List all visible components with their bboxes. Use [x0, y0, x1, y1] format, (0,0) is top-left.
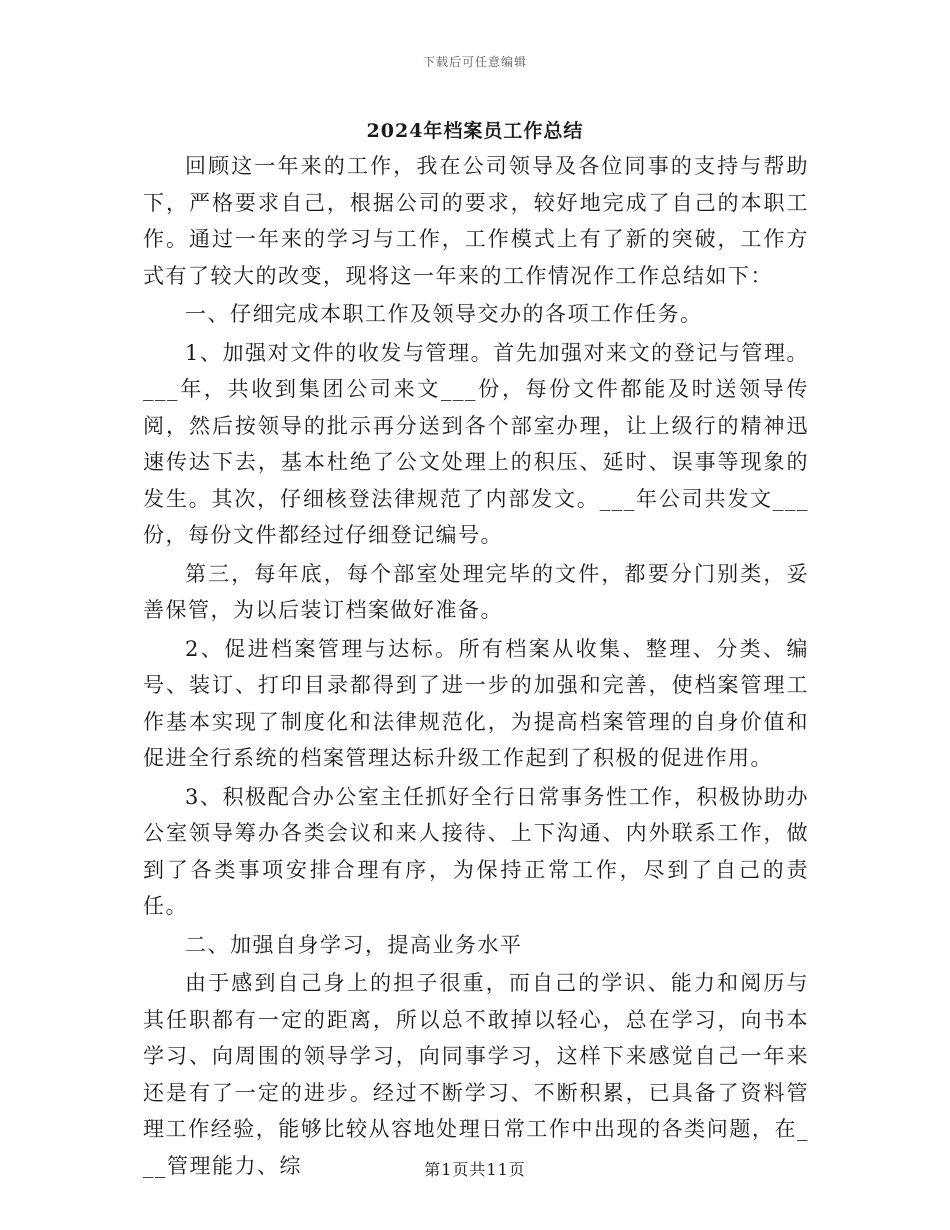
page-header: 下载后可任意编辑: [422, 55, 527, 69]
paragraph: 3、积极配合办公室主任抓好全行日常事务性工作，积极协助办公室领导筹办各类会议和来人接待、上下沟通、内外联系工作，做到了各类事项安排合理有序，为保持正常工作，尽到了自己的责任。: [143, 784, 809, 918]
paragraph: 一、仔细完成本职工作及领导交办的各项工作任务。: [185, 302, 703, 326]
document-body: [143, 148, 809, 1184]
paragraph: 回顾这一年来的工作，我在公司领导及各位同事的支持与帮助下，严格要求自己，根据公司的要求，较好地完成了自己的本职工作。通过一年来的学习与工作，工作模式上有了新的突破，工作方式有了较大的改变，现将这一年来的工作情况作工作总结如下：: [143, 154, 809, 288]
paragraph: 1、加强对文件的收发与管理。首先加强对来文的登记与管理。___年，共收到集团公司来文___份，每份文件都能及时送领导传阅，然后按领导的批示再分送到各个部室办理，让上级行的精神迅速传达下去，基本杜绝了公文处理上的积压、延时、误事等现象的发生。其次，仔细核登法律规范了内部发文。___年公司共发文___份，每份文件都经过仔细登记编号。: [143, 340, 809, 547]
page-footer: 第1页共11页: [424, 1160, 526, 1179]
paragraph: 2、促进档案管理与达标。所有档案从收集、整理、分类、编号、装订、打印目录都得到了进一步的加强和完善，使档案管理工作基本实现了制度化和法律规范化，为提高档案管理的自身价值和促进全行系统的档案管理达标升级工作起到了积极的促进作用。: [143, 636, 809, 770]
document-title: 2024年档案员工作总结: [366, 120, 584, 142]
paragraph: 二、加强自身学习，提高业务水平: [185, 932, 523, 957]
paragraph: 由于感到自己身上的担子很重，而自己的学识、能力和阅历与其任职都有一定的距离，所以总不敢掉以轻心，总在学习，向书本学习、向周围的领导学习，向同事学习，这样下来感觉自己一年来还是有了一定的进步。经过不断学习、不断积累，已具备了资料管理工作经验，能够比较从容地处理日常工作中出现的各类问题，在___管理能力、综: [143, 971, 809, 1178]
paragraph: 第三，每年底，每个部室处理完毕的文件，都要分门别类，妥善保管，为以后装订档案做好准备。: [143, 561, 809, 622]
